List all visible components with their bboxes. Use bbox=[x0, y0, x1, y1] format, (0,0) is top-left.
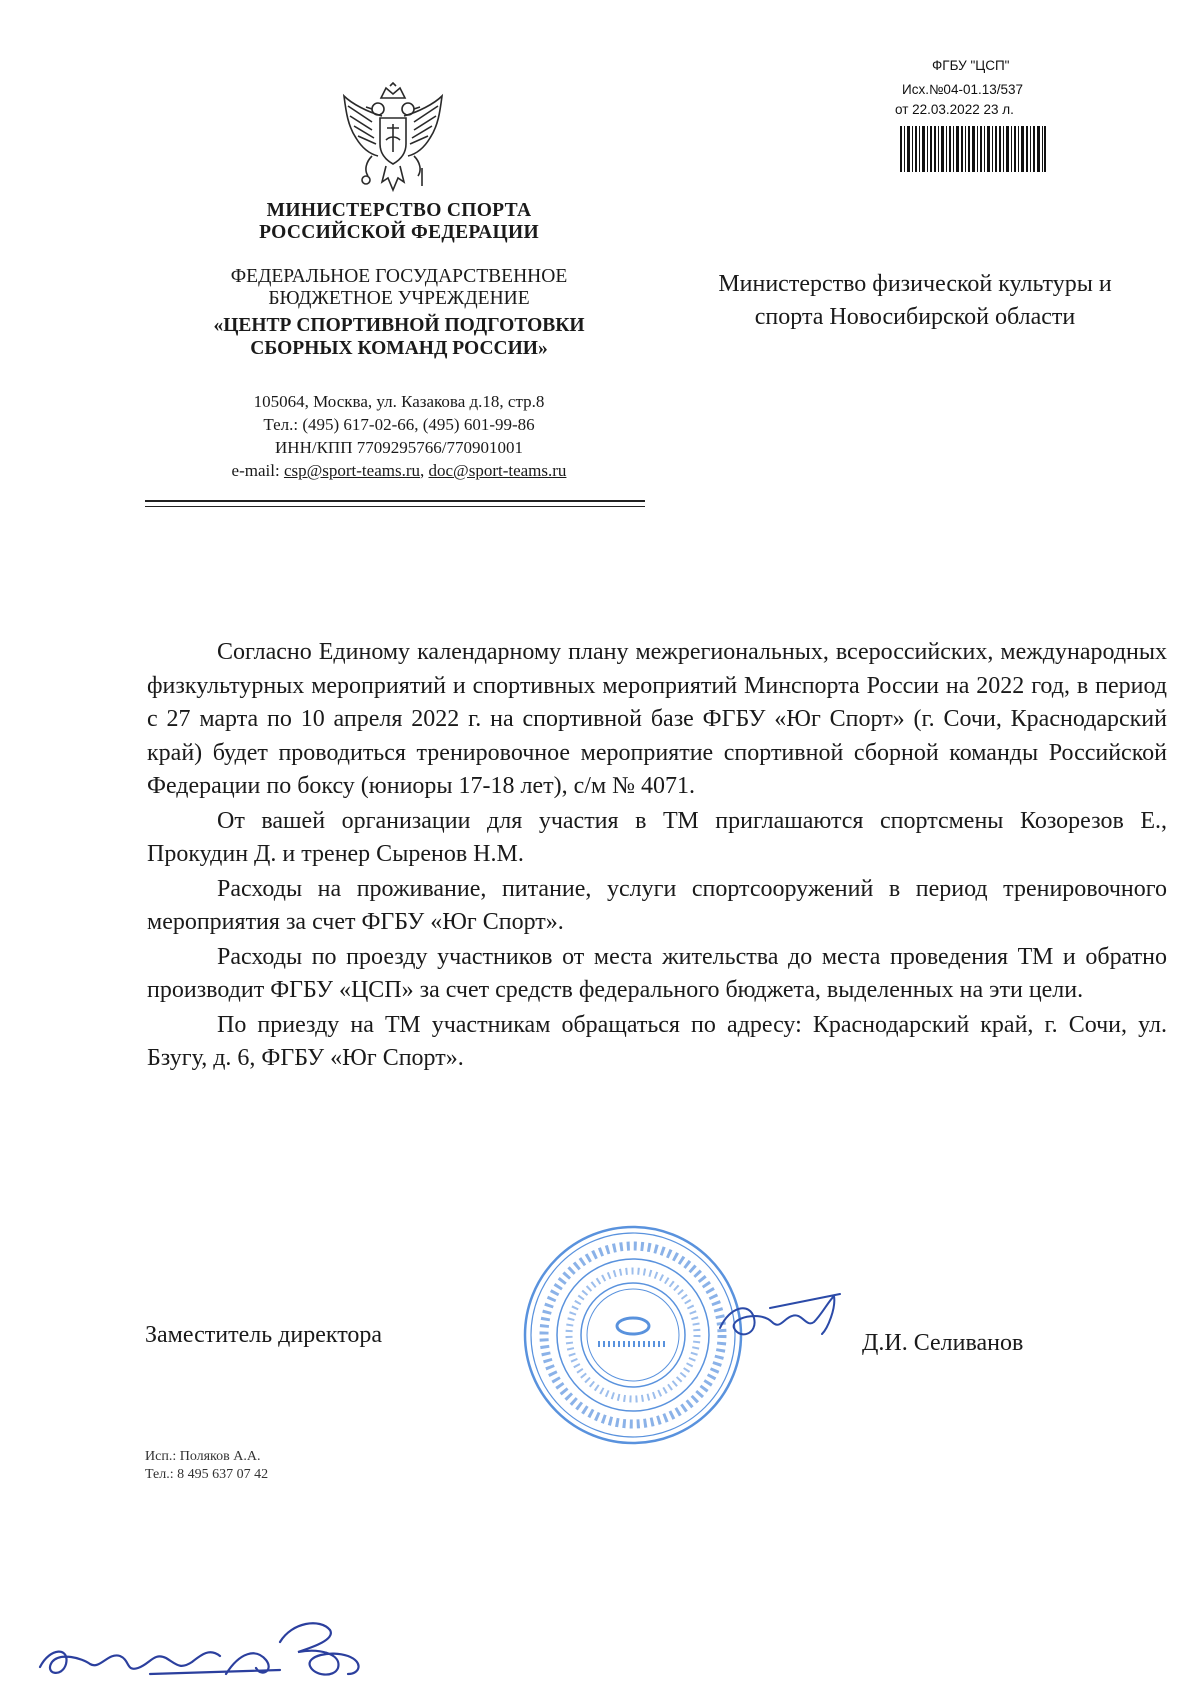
addressee bbox=[660, 268, 1170, 334]
barcode-icon bbox=[900, 126, 1046, 172]
addressee-line-2: спорта Новосибирской области bbox=[754, 304, 1076, 330]
executor-phone: Тел.: 8 495 637 07 42 bbox=[145, 1467, 269, 1482]
executor-info bbox=[145, 1448, 268, 1484]
postal-address: 105064, Москва, ул. Казакова д.18, стр.8 bbox=[253, 392, 545, 411]
coat-of-arms-icon bbox=[338, 82, 448, 197]
signatory-title: Заместитель директора bbox=[145, 1322, 383, 1348]
institution-type-line-1: ФЕДЕРАЛЬНОЕ ГОСУДАРСТВЕННОЕ bbox=[230, 266, 568, 287]
email-link-csp[interactable]: csp@sport-teams.ru bbox=[283, 461, 420, 480]
registration-number: Исх.№04-01.13/537 bbox=[902, 82, 1024, 97]
paragraph-participants: От вашей организации для участия в ТМ приглашаются спортсмены Козорезов Е., Прокудин Д. и тренер Сыренов Н.М. bbox=[147, 807, 1167, 867]
email-label: e-mail: bbox=[231, 461, 280, 480]
phone-numbers: Тел.: (495) 617-02-66, (495) 601-99-86 bbox=[263, 415, 535, 434]
paragraph-travel: Расходы по проезду участников от места жительства до места проведения ТМ и обратно производит ФГБУ «ЦСП» за счет средств федерального бюджета, выделенных на эти цели. bbox=[147, 943, 1167, 1003]
institution-type-line-2: БЮДЖЕТНОЕ УЧРЕЖДЕНИЕ bbox=[268, 288, 530, 309]
letter-body bbox=[147, 636, 1167, 1077]
handwritten-signature-icon bbox=[710, 1288, 850, 1348]
registration-date: от 22.03.2022 23 л. bbox=[895, 102, 1014, 117]
addressee-line-1: Министерство физической культуры и bbox=[718, 271, 1112, 297]
paragraph-schedule: Согласно Единому календарному плану межрегиональных, всероссийских, международных физкультурных мероприятий и спортивных мероприятий Минспорта России на 2022 год, в период с 27 марта по 10 апреля 2022 г. на спортивной базе ФГБУ «Юг Спорт» (г. Сочи, Краснодарский край) будет проводиться тренировочное мероприятие спортивной сборной команды Российской Федерации по боксу (юниоры 17-18 лет), с/м № 4071. bbox=[147, 639, 1167, 799]
email-link-doc[interactable]: doc@sport-teams.ru bbox=[428, 461, 567, 480]
executor-name: Исп.: Поляков А.А. bbox=[145, 1449, 261, 1464]
signatory-name: Д.И. Селиванов bbox=[862, 1330, 1024, 1356]
paragraph-accommodation: Расходы на проживание, питание, услуги спортсооружений в период тренировочного мероприятия за счет ФГБУ «Юг Спорт». bbox=[147, 875, 1167, 935]
header-divider-thin bbox=[145, 506, 645, 507]
institution-type bbox=[176, 266, 622, 310]
institution-name-line-1: «ЦЕНТР СПОРТИВНОЙ ПОДГОТОВКИ bbox=[213, 315, 585, 336]
ministry-line-1: МИНИСТЕРСТВО СПОРТА bbox=[266, 200, 532, 221]
ministry-line-2: РОССИЙСКОЙ ФЕДЕРАЦИИ bbox=[259, 222, 539, 243]
inn-kpp: ИНН/КПП 7709295766/770901001 bbox=[275, 438, 523, 457]
header-divider-thick bbox=[145, 500, 645, 502]
email-line bbox=[176, 459, 622, 482]
ministry-name bbox=[232, 200, 566, 244]
email-separator: , bbox=[420, 461, 425, 480]
registration-org: ФГБУ "ЦСП" bbox=[932, 58, 1010, 73]
contact-block bbox=[176, 390, 622, 482]
institution-name-line-2: СБОРНЫХ КОМАНД РОССИИ» bbox=[250, 338, 548, 359]
paragraph-arrival: По приезду на ТМ участникам обращаться по адресу: Краснодарский край, г. Сочи, ул. Бзугу, д. 6, ФГБУ «Юг Спорт». bbox=[147, 1011, 1167, 1071]
initials-signature-icon bbox=[30, 1612, 400, 1687]
institution-name bbox=[176, 314, 622, 360]
